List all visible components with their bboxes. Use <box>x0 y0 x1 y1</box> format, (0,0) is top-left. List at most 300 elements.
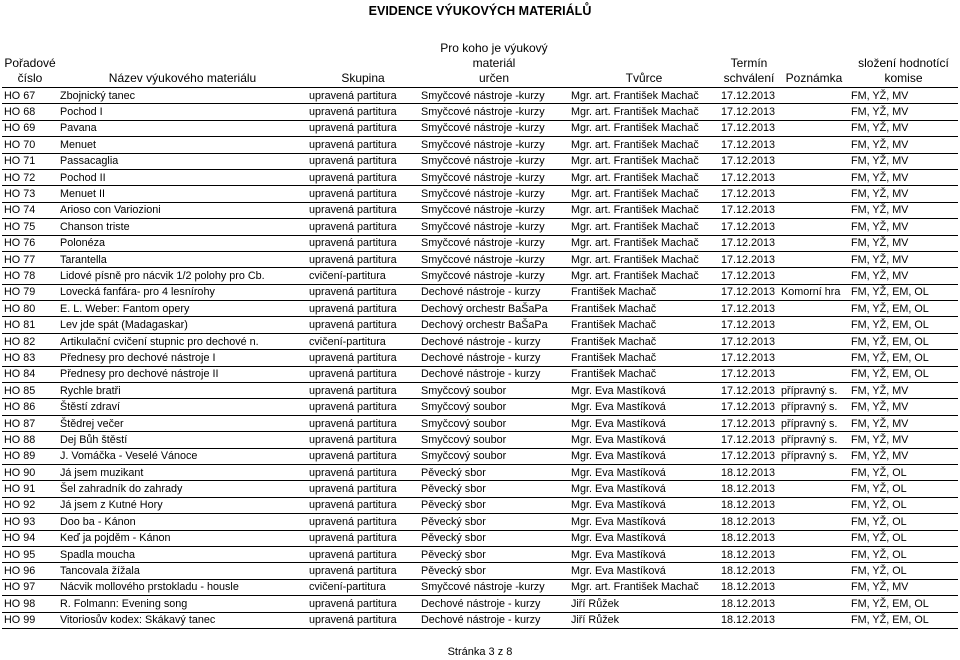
cell-committee: FM, YŽ, MV <box>849 137 958 153</box>
cell-committee: FM, YŽ, MV <box>849 202 958 218</box>
cell-name: Polonéza <box>58 235 307 251</box>
cell-note <box>779 235 849 251</box>
cell-for-whom: Pěvecký sbor <box>419 497 569 513</box>
cell-group: upravená partitura <box>307 481 419 497</box>
cell-committee: FM, YŽ, OL <box>849 563 958 579</box>
cell-group: upravená partitura <box>307 514 419 530</box>
cell-group: upravená partitura <box>307 432 419 448</box>
cell-note <box>779 202 849 218</box>
cell-note <box>779 301 849 317</box>
cell-number: HO 89 <box>2 448 58 464</box>
cell-committee: FM, YŽ, OL <box>849 481 958 497</box>
table-row <box>2 169 958 185</box>
cell-author: Mgr. Eva Mastíková <box>569 497 719 513</box>
cell-name: Doo ba - Kánon <box>58 514 307 530</box>
cell-name: Artikulační cvičení stupnic pro dechové n. <box>58 333 307 349</box>
cell-note <box>779 497 849 513</box>
cell-date: 17.12.2013 <box>719 317 779 333</box>
header-for-whom: Pro koho je výukový materiál určen <box>419 41 569 88</box>
cell-for-whom: Smyčcový soubor <box>419 383 569 399</box>
cell-number: HO 80 <box>2 301 58 317</box>
cell-name: Pavana <box>58 120 307 136</box>
cell-committee: FM, YŽ, OL <box>849 514 958 530</box>
cell-date: 17.12.2013 <box>719 301 779 317</box>
cell-name: Pochod I <box>58 104 307 120</box>
table-row <box>2 88 958 104</box>
cell-author: Mgr. Eva Mastíková <box>569 481 719 497</box>
table-row <box>2 153 958 169</box>
cell-note <box>779 481 849 497</box>
table-row <box>2 186 958 202</box>
cell-for-whom: Smyčcové nástroje -kurzy <box>419 137 569 153</box>
cell-group: upravená partitura <box>307 317 419 333</box>
cell-for-whom: Smyčcové nástroje -kurzy <box>419 219 569 235</box>
cell-for-whom: Smyčcové nástroje -kurzy <box>419 579 569 595</box>
cell-group: upravená partitura <box>307 530 419 546</box>
cell-name: Přednesy pro dechové nástroje II <box>58 366 307 382</box>
cell-for-whom: Dechové nástroje - kurzy <box>419 350 569 366</box>
cell-group: upravená partitura <box>307 563 419 579</box>
cell-committee: FM, YŽ, MV <box>849 186 958 202</box>
cell-author: František Machač <box>569 284 719 300</box>
cell-for-whom: Smyčcové nástroje -kurzy <box>419 104 569 120</box>
cell-author: František Machač <box>569 366 719 382</box>
header-committee: složení hodnotící komise <box>849 41 958 88</box>
cell-committee: FM, YŽ, MV <box>849 251 958 267</box>
cell-name: Lidové písně pro nácvik 1/2 polohy pro Cb. <box>58 268 307 284</box>
cell-for-whom: Smyčcové nástroje -kurzy <box>419 186 569 202</box>
cell-group: upravená partitura <box>307 186 419 202</box>
cell-for-whom: Pěvecký sbor <box>419 481 569 497</box>
cell-number: HO 96 <box>2 563 58 579</box>
cell-number: HO 92 <box>2 497 58 513</box>
cell-note <box>779 366 849 382</box>
table-row <box>2 301 958 317</box>
cell-group: upravená partitura <box>307 251 419 267</box>
cell-group: upravená partitura <box>307 169 419 185</box>
cell-author: Mgr. art. František Machač <box>569 88 719 104</box>
cell-for-whom: Smyčcové nástroje -kurzy <box>419 120 569 136</box>
cell-name: E. L. Weber: Fantom opery <box>58 301 307 317</box>
cell-author: Mgr. Eva Mastíková <box>569 399 719 415</box>
cell-number: HO 88 <box>2 432 58 448</box>
table-row <box>2 415 958 431</box>
cell-date: 17.12.2013 <box>719 268 779 284</box>
cell-name: Já jsem z Kutné Hory <box>58 497 307 513</box>
cell-date: 17.12.2013 <box>719 88 779 104</box>
cell-date: 17.12.2013 <box>719 235 779 251</box>
cell-date: 17.12.2013 <box>719 153 779 169</box>
cell-note <box>779 596 849 612</box>
cell-name: Spadla moucha <box>58 546 307 562</box>
cell-name: J. Vomáčka - Veselé Vánoce <box>58 448 307 464</box>
cell-number: HO 79 <box>2 284 58 300</box>
cell-author: Mgr. Eva Mastíková <box>569 546 719 562</box>
cell-name: Nácvik mollového prstokladu - housle <box>58 579 307 595</box>
cell-author: František Machač <box>569 350 719 366</box>
cell-name: Tarantella <box>58 251 307 267</box>
table-row <box>2 284 958 300</box>
header-number: Pořadové číslo <box>2 41 58 88</box>
cell-number: HO 70 <box>2 137 58 153</box>
cell-number: HO 81 <box>2 317 58 333</box>
cell-date: 17.12.2013 <box>719 202 779 218</box>
cell-number: HO 97 <box>2 579 58 595</box>
cell-number: HO 69 <box>2 120 58 136</box>
cell-number: HO 76 <box>2 235 58 251</box>
cell-name: Vitoriosův kodex: Skákavý tanec <box>58 612 307 628</box>
cell-note <box>779 251 849 267</box>
table-row <box>2 219 958 235</box>
cell-committee: FM, YŽ, MV <box>849 235 958 251</box>
cell-number: HO 93 <box>2 514 58 530</box>
cell-note <box>779 350 849 366</box>
cell-group: upravená partitura <box>307 596 419 612</box>
cell-for-whom: Smyčcové nástroje -kurzy <box>419 202 569 218</box>
cell-date: 18.12.2013 <box>719 481 779 497</box>
cell-date: 18.12.2013 <box>719 497 779 513</box>
table-row <box>2 514 958 530</box>
cell-note <box>779 563 849 579</box>
cell-date: 18.12.2013 <box>719 546 779 562</box>
cell-for-whom: Smyčcové nástroje -kurzy <box>419 268 569 284</box>
cell-for-whom: Dechové nástroje - kurzy <box>419 284 569 300</box>
cell-note <box>779 268 849 284</box>
cell-date: 18.12.2013 <box>719 514 779 530</box>
cell-author: František Machač <box>569 317 719 333</box>
cell-number: HO 82 <box>2 333 58 349</box>
table-header-row <box>2 41 958 88</box>
cell-author: Mgr. art. František Machač <box>569 202 719 218</box>
cell-note: přípravný s. <box>779 399 849 415</box>
table-row <box>2 546 958 562</box>
cell-name: Štěstí zdraví <box>58 399 307 415</box>
page-footer: Stránka 3 z 8 <box>447 646 513 658</box>
header-name: Název výukového materiálu <box>58 41 307 88</box>
header-date: Termín schválení <box>719 41 779 88</box>
cell-author: Jiří Růžek <box>569 596 719 612</box>
cell-committee: FM, YŽ, MV <box>849 432 958 448</box>
cell-number: HO 83 <box>2 350 58 366</box>
cell-name: Dej Bůh štěstí <box>58 432 307 448</box>
cell-group: upravená partitura <box>307 153 419 169</box>
header-note: Poznámka <box>779 41 849 88</box>
cell-committee: FM, YŽ, MV <box>849 579 958 595</box>
table-row <box>2 120 958 136</box>
cell-name: Štědrej večer <box>58 415 307 431</box>
cell-note <box>779 514 849 530</box>
cell-name: Lev jde spát (Madagaskar) <box>58 317 307 333</box>
cell-number: HO 67 <box>2 88 58 104</box>
cell-name: Tancovala žížala <box>58 563 307 579</box>
cell-for-whom: Pěvecký sbor <box>419 530 569 546</box>
cell-date: 17.12.2013 <box>719 186 779 202</box>
cell-for-whom: Smyčcový soubor <box>419 448 569 464</box>
cell-committee: FM, YŽ, MV <box>849 120 958 136</box>
table-row <box>2 104 958 120</box>
cell-date: 17.12.2013 <box>719 383 779 399</box>
cell-group: upravená partitura <box>307 448 419 464</box>
cell-for-whom: Smyčcové nástroje -kurzy <box>419 153 569 169</box>
cell-date: 17.12.2013 <box>719 366 779 382</box>
cell-author: Mgr. art. František Machač <box>569 120 719 136</box>
header-group: Skupina <box>307 41 419 88</box>
cell-date: 18.12.2013 <box>719 464 779 480</box>
cell-group: upravená partitura <box>307 284 419 300</box>
cell-author: Mgr. Eva Mastíková <box>569 563 719 579</box>
cell-date: 17.12.2013 <box>719 137 779 153</box>
cell-note <box>779 169 849 185</box>
cell-date: 17.12.2013 <box>719 120 779 136</box>
cell-author: Mgr. Eva Mastíková <box>569 464 719 480</box>
cell-number: HO 90 <box>2 464 58 480</box>
materials-table <box>2 41 958 629</box>
table-row <box>2 612 958 628</box>
cell-author: Mgr. art. František Machač <box>569 104 719 120</box>
cell-author: Mgr. art. František Machač <box>569 235 719 251</box>
cell-author: Mgr. art. František Machač <box>569 137 719 153</box>
cell-group: upravená partitura <box>307 383 419 399</box>
cell-date: 18.12.2013 <box>719 563 779 579</box>
cell-note <box>779 153 849 169</box>
cell-number: HO 77 <box>2 251 58 267</box>
cell-for-whom: Dechový orchestr BaŠaPa <box>419 317 569 333</box>
cell-date: 17.12.2013 <box>719 448 779 464</box>
cell-note <box>779 579 849 595</box>
table-row <box>2 563 958 579</box>
cell-group: upravená partitura <box>307 366 419 382</box>
cell-author: Jiří Růžek <box>569 612 719 628</box>
cell-number: HO 75 <box>2 219 58 235</box>
cell-date: 17.12.2013 <box>719 333 779 349</box>
cell-note <box>779 186 849 202</box>
cell-date: 17.12.2013 <box>719 169 779 185</box>
cell-group: upravená partitura <box>307 219 419 235</box>
cell-for-whom: Pěvecký sbor <box>419 514 569 530</box>
cell-group: upravená partitura <box>307 137 419 153</box>
cell-author: Mgr. Eva Mastíková <box>569 514 719 530</box>
cell-committee: FM, YŽ, EM, OL <box>849 366 958 382</box>
table-row <box>2 235 958 251</box>
cell-for-whom: Smyčcové nástroje -kurzy <box>419 235 569 251</box>
cell-for-whom: Pěvecký sbor <box>419 563 569 579</box>
table-row <box>2 579 958 595</box>
table-row <box>2 530 958 546</box>
cell-date: 17.12.2013 <box>719 350 779 366</box>
cell-author: Mgr. art. František Machač <box>569 251 719 267</box>
cell-note <box>779 88 849 104</box>
cell-group: upravená partitura <box>307 612 419 628</box>
cell-committee: FM, YŽ, MV <box>849 448 958 464</box>
cell-number: HO 78 <box>2 268 58 284</box>
cell-date: 18.12.2013 <box>719 612 779 628</box>
cell-author: František Machač <box>569 333 719 349</box>
table-row <box>2 317 958 333</box>
cell-note: Komorní hra <box>779 284 849 300</box>
cell-date: 17.12.2013 <box>719 432 779 448</box>
cell-committee: FM, YŽ, EM, OL <box>849 350 958 366</box>
cell-group: upravená partitura <box>307 202 419 218</box>
cell-number: HO 99 <box>2 612 58 628</box>
cell-committee: FM, YŽ, EM, OL <box>849 333 958 349</box>
cell-author: Mgr. art. František Machač <box>569 219 719 235</box>
cell-date: 17.12.2013 <box>719 399 779 415</box>
cell-committee: FM, YŽ, EM, OL <box>849 596 958 612</box>
cell-committee: FM, YŽ, MV <box>849 219 958 235</box>
cell-for-whom: Smyčcové nástroje -kurzy <box>419 251 569 267</box>
table-row <box>2 464 958 480</box>
table-row <box>2 366 958 382</box>
cell-name: Lovecká fanfára- pro 4 lesnírohy <box>58 284 307 300</box>
cell-committee: FM, YŽ, MV <box>849 268 958 284</box>
cell-date: 18.12.2013 <box>719 530 779 546</box>
table-row <box>2 350 958 366</box>
page-title: EVIDENCE VÝUKOVÝCH MATERIÁLŮ <box>368 4 592 18</box>
cell-for-whom: Dechový orchestr BaŠaPa <box>419 301 569 317</box>
cell-note <box>779 464 849 480</box>
table-row <box>2 268 958 284</box>
cell-note: přípravný s. <box>779 448 849 464</box>
cell-committee: FM, YŽ, MV <box>849 104 958 120</box>
table-row <box>2 137 958 153</box>
table-row <box>2 202 958 218</box>
cell-author: Mgr. Eva Mastíková <box>569 383 719 399</box>
cell-number: HO 68 <box>2 104 58 120</box>
cell-for-whom: Dechové nástroje - kurzy <box>419 612 569 628</box>
cell-author: Mgr. art. František Machač <box>569 579 719 595</box>
table-row <box>2 596 958 612</box>
cell-date: 17.12.2013 <box>719 415 779 431</box>
cell-group: upravená partitura <box>307 120 419 136</box>
cell-number: HO 91 <box>2 481 58 497</box>
cell-for-whom: Pěvecký sbor <box>419 464 569 480</box>
cell-note <box>779 333 849 349</box>
table-row <box>2 432 958 448</box>
cell-group: cvičení-partitura <box>307 579 419 595</box>
cell-number: HO 85 <box>2 383 58 399</box>
cell-number: HO 84 <box>2 366 58 382</box>
cell-for-whom: Pěvecký sbor <box>419 546 569 562</box>
cell-for-whom: Smyčcový soubor <box>419 432 569 448</box>
cell-committee: FM, YŽ, MV <box>849 383 958 399</box>
cell-committee: FM, YŽ, OL <box>849 464 958 480</box>
cell-group: upravená partitura <box>307 546 419 562</box>
cell-name: Chanson triste <box>58 219 307 235</box>
cell-group: upravená partitura <box>307 464 419 480</box>
cell-author: Mgr. Eva Mastíková <box>569 432 719 448</box>
cell-for-whom: Dechové nástroje - kurzy <box>419 596 569 612</box>
table-body <box>2 88 958 629</box>
cell-date: 18.12.2013 <box>719 596 779 612</box>
cell-committee: FM, YŽ, MV <box>849 153 958 169</box>
cell-author: Mgr. Eva Mastíková <box>569 448 719 464</box>
cell-date: 17.12.2013 <box>719 104 779 120</box>
cell-date: 18.12.2013 <box>719 579 779 595</box>
cell-date: 17.12.2013 <box>719 284 779 300</box>
cell-name: Já jsem muzikant <box>58 464 307 480</box>
cell-number: HO 98 <box>2 596 58 612</box>
cell-name: Šel zahradník do zahrady <box>58 481 307 497</box>
cell-group: upravená partitura <box>307 399 419 415</box>
cell-date: 17.12.2013 <box>719 251 779 267</box>
cell-number: HO 71 <box>2 153 58 169</box>
cell-committee: FM, YŽ, MV <box>849 399 958 415</box>
cell-for-whom: Dechové nástroje - kurzy <box>419 366 569 382</box>
cell-for-whom: Smyčcový soubor <box>419 399 569 415</box>
cell-note: přípravný s. <box>779 383 849 399</box>
cell-name: Keď ja pojděm - Kánon <box>58 530 307 546</box>
cell-note <box>779 120 849 136</box>
cell-note <box>779 612 849 628</box>
cell-name: Přednesy pro dechové nástroje I <box>58 350 307 366</box>
table-row <box>2 481 958 497</box>
cell-committee: FM, YŽ, MV <box>849 415 958 431</box>
cell-author: Mgr. art. František Machač <box>569 268 719 284</box>
cell-number: HO 72 <box>2 169 58 185</box>
cell-for-whom: Smyčcové nástroje -kurzy <box>419 169 569 185</box>
table-row <box>2 497 958 513</box>
cell-for-whom: Smyčcový soubor <box>419 415 569 431</box>
cell-note <box>779 137 849 153</box>
cell-author: Mgr. Eva Mastíková <box>569 415 719 431</box>
cell-name: Pochod II <box>58 169 307 185</box>
cell-committee: FM, YŽ, OL <box>849 530 958 546</box>
cell-committee: FM, YŽ, MV <box>849 88 958 104</box>
cell-committee: FM, YŽ, MV <box>849 169 958 185</box>
cell-number: HO 86 <box>2 399 58 415</box>
cell-group: upravená partitura <box>307 104 419 120</box>
cell-committee: FM, YŽ, EM, OL <box>849 612 958 628</box>
cell-name: Passacaglia <box>58 153 307 169</box>
cell-committee: FM, YŽ, OL <box>849 546 958 562</box>
cell-group: upravená partitura <box>307 415 419 431</box>
cell-author: Mgr. Eva Mastíková <box>569 530 719 546</box>
table-row <box>2 251 958 267</box>
cell-committee: FM, YŽ, EM, OL <box>849 317 958 333</box>
cell-group: upravená partitura <box>307 301 419 317</box>
cell-author: Mgr. art. František Machač <box>569 153 719 169</box>
cell-number: HO 87 <box>2 415 58 431</box>
cell-date: 17.12.2013 <box>719 219 779 235</box>
cell-group: upravená partitura <box>307 235 419 251</box>
cell-committee: FM, YŽ, EM, OL <box>849 301 958 317</box>
cell-name: R. Folmann: Evening song <box>58 596 307 612</box>
table-row <box>2 333 958 349</box>
cell-for-whom: Smyčcové nástroje -kurzy <box>419 88 569 104</box>
cell-note: přípravný s. <box>779 415 849 431</box>
cell-name: Menuet II <box>58 186 307 202</box>
header-author: Tvůrce <box>569 41 719 88</box>
cell-author: Mgr. art. František Machač <box>569 169 719 185</box>
cell-name: Zbojnický tanec <box>58 88 307 104</box>
cell-name: Arioso con Variozioni <box>58 202 307 218</box>
cell-note <box>779 530 849 546</box>
cell-number: HO 94 <box>2 530 58 546</box>
table-row <box>2 448 958 464</box>
cell-group: upravená partitura <box>307 88 419 104</box>
cell-note <box>779 219 849 235</box>
cell-note <box>779 317 849 333</box>
cell-number: HO 73 <box>2 186 58 202</box>
table-row <box>2 383 958 399</box>
cell-committee: FM, YŽ, OL <box>849 497 958 513</box>
cell-author: František Machač <box>569 301 719 317</box>
cell-group: cvičení-partitura <box>307 268 419 284</box>
cell-name: Menuet <box>58 137 307 153</box>
cell-group: upravená partitura <box>307 350 419 366</box>
cell-group: cvičení-partitura <box>307 333 419 349</box>
table-row <box>2 399 958 415</box>
